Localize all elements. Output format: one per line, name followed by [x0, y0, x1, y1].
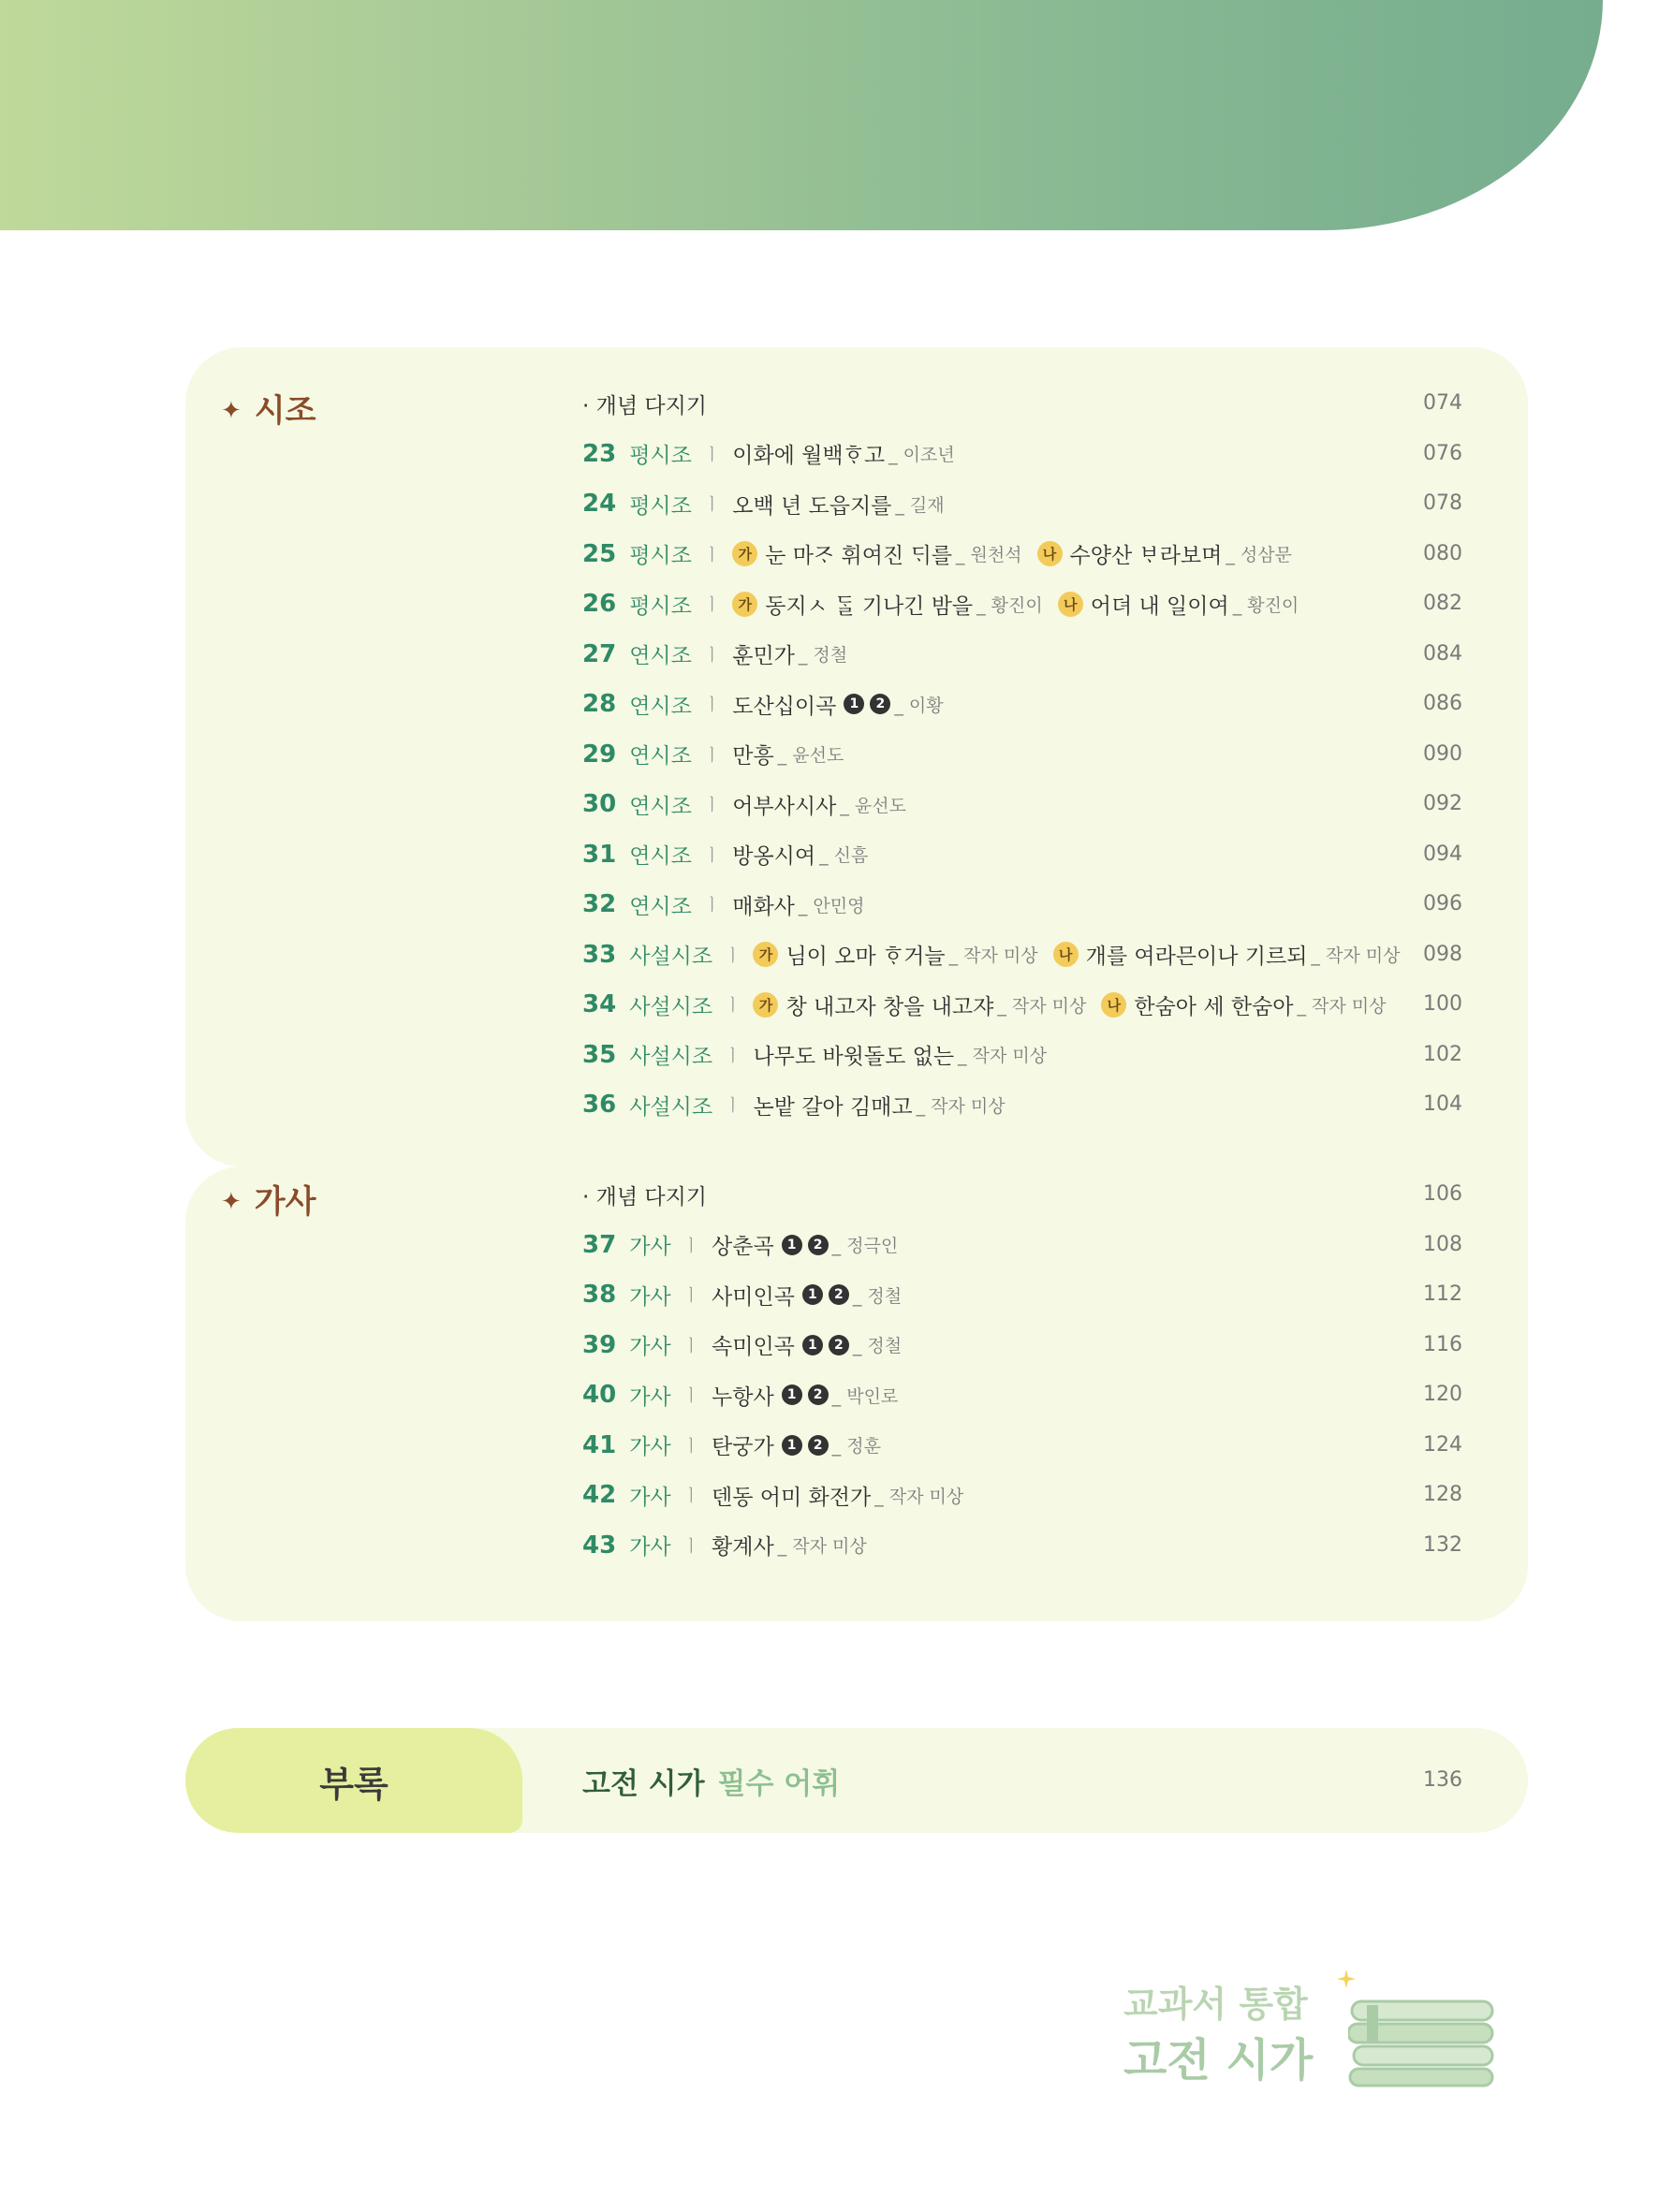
part-number-badge: 1: [802, 1335, 823, 1355]
part-badge: 가: [753, 942, 778, 967]
part-badge: 나: [1053, 942, 1079, 967]
page-number: 092: [1423, 792, 1462, 815]
toc-row-content: [582, 1522, 867, 1569]
page-number: 128: [1423, 1483, 1462, 1506]
entry-title: 어뎌 내 일이여: [1090, 593, 1229, 619]
entry-author: _ 작자 미상: [997, 995, 1087, 1017]
page-number: 076: [1423, 441, 1462, 465]
entry-number: 38: [582, 1281, 617, 1309]
appendix-title-light: 필수 어휘: [717, 1766, 841, 1801]
separator: ㅣ: [683, 1236, 700, 1256]
entry-number: 30: [582, 790, 617, 818]
separator: ㅣ: [683, 1336, 700, 1356]
toc-row[interactable]: [0, 1371, 1659, 1418]
entry-number: 31: [582, 840, 617, 869]
entry-number: 26: [582, 590, 617, 618]
part-badge: 가: [732, 541, 757, 566]
page-number: 106: [1423, 1182, 1462, 1206]
page-number: 082: [1423, 592, 1462, 615]
toc-row-content: [582, 631, 847, 678]
toc-row-content: [582, 580, 1299, 627]
toc-row-content: [582, 981, 1387, 1028]
entry-author: _ 윤선도: [840, 795, 906, 816]
entry-author: _ 윤선도: [777, 745, 844, 766]
section-heading-gasa: ✦ 가사: [221, 1183, 316, 1221]
toc-row-content: [582, 1472, 963, 1518]
entry-genre: 평시조: [629, 544, 692, 568]
toc-row-content: [582, 831, 868, 878]
entry-author: _ 작자 미상: [948, 945, 1038, 966]
entry-author: _ 이조년: [888, 445, 955, 465]
part-badge: 가: [732, 592, 757, 617]
page-number: 090: [1423, 741, 1462, 766]
entry-title: 방옹시여: [732, 844, 816, 869]
entry-title: 개를 여라믄이나 기르되: [1085, 945, 1308, 969]
entry-author: _ 이황: [894, 695, 944, 716]
page-number: 116: [1423, 1332, 1462, 1356]
entry-number: 25: [582, 539, 617, 568]
toc-row-content: [582, 431, 955, 477]
entry-genre: 연시조: [629, 894, 692, 919]
separator: ㅣ: [683, 1536, 700, 1557]
page-number: 086: [1423, 692, 1462, 715]
separator: ㅣ: [683, 1487, 700, 1506]
entry-author: _ 원천석: [955, 545, 1022, 565]
entry-genre: 가사: [629, 1535, 671, 1560]
toc-row-content: [582, 1081, 1006, 1128]
toc-row-content: [582, 531, 1292, 578]
part-badge: 나: [1037, 541, 1063, 566]
entry-title: 누항사: [712, 1384, 774, 1410]
entry-author: _ 정철: [852, 1285, 903, 1307]
toc-row-content: [582, 931, 1400, 978]
toc-row[interactable]: [0, 431, 1659, 477]
entry-genre: 연시조: [629, 844, 692, 869]
separator: ㅣ: [703, 696, 721, 715]
entry-title: 어부사시사: [732, 794, 837, 819]
logo-line2: 고전 시가: [1123, 2034, 1314, 2087]
entry-title: 논밭 갈아 김매고: [753, 1094, 913, 1120]
toc-row[interactable]: [0, 631, 1659, 678]
sparkle-icon: [1337, 1970, 1356, 1988]
toc-row-content: [582, 1271, 902, 1318]
separator: ㅣ: [725, 945, 741, 966]
entry-number: 41: [582, 1430, 617, 1459]
toc-row-content: [582, 1422, 881, 1469]
entry-number: 27: [582, 639, 617, 668]
entry-number: 33: [582, 940, 617, 969]
separator: ㅣ: [683, 1386, 700, 1406]
entry-title: 훈민가: [732, 644, 795, 668]
part-badge: 나: [1101, 992, 1126, 1018]
appendix-page-number: 136: [1423, 1768, 1462, 1792]
page-number: 096: [1423, 892, 1462, 916]
entry-number: 36: [582, 1091, 617, 1119]
appendix-title[interactable]: [582, 1728, 840, 1833]
entry-title: 도산십이곡: [732, 694, 837, 719]
separator: ㅣ: [703, 796, 721, 815]
entry-author: _ 안민영: [798, 895, 865, 916]
part-number-badge: 2: [808, 1384, 829, 1405]
entry-title: 창 내고자 창을 내고쟈: [785, 994, 994, 1019]
toc-row-content: [582, 731, 844, 778]
part-badge: 나: [1058, 592, 1083, 617]
stacked-books-icon: [1348, 1996, 1498, 2089]
separator: ㅣ: [725, 1046, 741, 1066]
star-icon: ✦: [221, 397, 242, 425]
toc-row[interactable]: [0, 531, 1659, 578]
entry-number: 24: [582, 490, 617, 518]
entry-author: _ 정철: [852, 1336, 903, 1356]
toc-row[interactable]: [0, 1032, 1659, 1078]
page-number: 120: [1423, 1383, 1462, 1406]
toc-row[interactable]: [0, 881, 1659, 928]
entry-genre: 연시조: [629, 644, 692, 668]
entry-title: 탄궁가: [712, 1435, 774, 1459]
entry-author: _ 길재: [895, 494, 945, 516]
page-number: 078: [1423, 491, 1462, 515]
page-number: 102: [1423, 1042, 1462, 1066]
toc-row-content: [582, 480, 945, 527]
entry-number: 37: [582, 1230, 617, 1259]
entry-title: 나무도 바윗돌도 없는: [753, 1045, 955, 1069]
toc-row-content: [582, 1371, 898, 1418]
page-number: 104: [1423, 1092, 1462, 1116]
entry-genre: 가사: [629, 1335, 671, 1359]
entry-author: _ 정철: [798, 645, 848, 666]
entry-genre: 가사: [629, 1235, 671, 1259]
toc-row[interactable]: [0, 681, 1659, 727]
separator: ㅣ: [703, 845, 721, 866]
toc-row[interactable]: [0, 981, 1659, 1028]
toc-row[interactable]: [0, 1472, 1659, 1518]
entry-genre: 평시조: [629, 593, 692, 619]
concept-review-title: · 개념 다지기: [582, 1184, 708, 1209]
entry-author: _ 작자 미상: [958, 1046, 1048, 1066]
entry-author: _ 작자 미상: [916, 1095, 1006, 1117]
toc-row[interactable]: [0, 580, 1659, 627]
entry-author: _ 작자 미상: [1311, 945, 1401, 966]
toc-row[interactable]: [0, 1081, 1659, 1128]
entry-genre: 가사: [629, 1485, 671, 1510]
entry-title: 오백 년 도읍지를: [732, 493, 892, 519]
entry-title: 눈 마ᄌᆞ 휘여진 ᄃᆡ를: [765, 544, 952, 568]
toc-row-content: [582, 1032, 1047, 1078]
part-number-badge: 2: [808, 1235, 829, 1255]
entry-genre: 사설시조: [629, 1094, 713, 1120]
appendix-label: 부록: [319, 1763, 389, 1805]
entry-author: _ 황진이: [1232, 594, 1299, 616]
entry-author: _ 작자 미상: [777, 1536, 867, 1557]
entry-title: 덴동 어미 화전가: [712, 1485, 872, 1510]
entry-title: 님이 오마 ᄒᆞ거늘: [785, 945, 946, 969]
entry-genre: 사설시조: [629, 994, 713, 1019]
page-number: 132: [1423, 1532, 1462, 1557]
toc-row-content: [582, 380, 707, 427]
toc-row[interactable]: [0, 1222, 1659, 1268]
page-number: 084: [1423, 641, 1462, 666]
entry-number: 34: [582, 990, 617, 1018]
entry-title: 한숨아 세 한숨아: [1134, 994, 1294, 1019]
toc-row-content: [582, 781, 906, 828]
page-number: 080: [1423, 541, 1462, 565]
page-number: 108: [1423, 1232, 1462, 1256]
part-number-badge: 2: [870, 694, 890, 714]
entry-genre: 평시조: [629, 493, 692, 519]
entry-title: 만흥: [732, 744, 774, 769]
toc-row-content: [582, 881, 865, 928]
toc-row-content: [582, 1322, 902, 1369]
entry-title: 이화에 월백ᄒᆞ고: [732, 444, 886, 468]
page-number: 074: [1423, 391, 1462, 415]
entry-author: _ 신흠: [819, 845, 869, 866]
part-number-badge: 2: [829, 1284, 849, 1305]
toc-row-content: [582, 1171, 707, 1218]
part-number-badge: 1: [782, 1435, 802, 1456]
part-number-badge: 1: [844, 694, 864, 714]
separator: ㅣ: [703, 495, 721, 515]
toc-row-content: [582, 681, 944, 727]
logo-line1: 교과서 통합: [1123, 1984, 1308, 2025]
toc-row[interactable]: [0, 931, 1659, 978]
toc-row[interactable]: [0, 1522, 1659, 1569]
separator: ㅣ: [703, 896, 721, 916]
entry-title: 황계사: [712, 1535, 774, 1560]
entry-genre: 연시조: [629, 794, 692, 819]
part-number-badge: 1: [802, 1284, 823, 1305]
entry-author: _ 작자 미상: [874, 1486, 964, 1507]
entry-title: 상춘곡: [712, 1235, 774, 1259]
entry-author: _ 박인로: [831, 1385, 899, 1407]
toc-row[interactable]: [0, 781, 1659, 828]
part-number-badge: 1: [782, 1235, 802, 1255]
part-number-badge: 2: [808, 1435, 829, 1456]
separator: ㅣ: [683, 1436, 700, 1457]
header-band: [0, 0, 1603, 230]
toc-row[interactable]: [0, 1322, 1659, 1369]
entry-genre: 연시조: [629, 744, 692, 769]
entry-genre: 사설시조: [629, 1045, 713, 1069]
entry-number: 39: [582, 1330, 617, 1359]
page-number: 124: [1423, 1432, 1462, 1457]
page-number: 098: [1423, 942, 1462, 966]
toc-row[interactable]: [0, 831, 1659, 878]
toc-row-intro[interactable]: [0, 380, 1659, 427]
separator: ㅣ: [703, 595, 721, 615]
entry-genre: 가사: [629, 1384, 671, 1410]
entry-number: 42: [582, 1481, 617, 1509]
entry-title: 수양산 ᄇᆞ라보며: [1069, 544, 1223, 568]
book-logo: [1123, 1975, 1498, 2106]
part-number-badge: 1: [782, 1384, 802, 1405]
toc-row[interactable]: [0, 480, 1659, 527]
part-number-badge: 2: [829, 1335, 849, 1355]
entry-title: 동지ㅅ ᄃᆞᆯ 기나긴 밤을: [765, 593, 974, 619]
toc-row[interactable]: [0, 1422, 1659, 1469]
entry-author: _ 성삼문: [1226, 545, 1292, 565]
entry-title: 사미인곡: [712, 1284, 795, 1310]
toc-row[interactable]: [0, 1271, 1659, 1318]
entry-author: _ 작자 미상: [1297, 995, 1387, 1017]
entry-author: _ 정극인: [831, 1236, 899, 1256]
entry-number: 43: [582, 1531, 617, 1560]
part-badge: 가: [753, 992, 778, 1018]
entry-author: _ 정훈: [831, 1436, 881, 1457]
entry-author: _ 황진이: [976, 594, 1043, 616]
entry-genre: 가사: [629, 1284, 671, 1310]
entry-genre: 가사: [629, 1435, 671, 1459]
separator: ㅣ: [703, 445, 721, 465]
section-heading-sijo: ✦ 시조: [221, 392, 316, 430]
page-number: 094: [1423, 842, 1462, 866]
separator: ㅣ: [703, 545, 721, 565]
entry-genre: 사설시조: [629, 945, 713, 969]
entry-title: 속미인곡: [712, 1335, 795, 1359]
entry-title: 매화사: [732, 894, 795, 919]
toc-row[interactable]: [0, 731, 1659, 778]
toc-row-intro[interactable]: [0, 1171, 1659, 1218]
entry-number: 32: [582, 890, 617, 918]
separator: ㅣ: [683, 1286, 700, 1306]
separator: ㅣ: [703, 645, 721, 666]
page-number: 112: [1423, 1282, 1462, 1306]
entry-number: 23: [582, 439, 617, 468]
toc-row-content: [582, 1222, 898, 1268]
entry-number: 35: [582, 1040, 617, 1069]
entry-genre: 평시조: [629, 444, 692, 468]
star-icon: ✦: [221, 1188, 242, 1216]
page-number: 100: [1423, 992, 1462, 1016]
entry-number: 40: [582, 1381, 617, 1409]
entry-number: 29: [582, 740, 617, 769]
separator: ㅣ: [725, 996, 741, 1016]
appendix-title-strong: 고전 시가: [582, 1766, 705, 1801]
separator: ㅣ: [725, 1096, 741, 1116]
entry-genre: 연시조: [629, 694, 692, 719]
entry-number: 28: [582, 690, 617, 718]
separator: ㅣ: [703, 745, 721, 766]
concept-review-title: · 개념 다지기: [582, 393, 708, 418]
